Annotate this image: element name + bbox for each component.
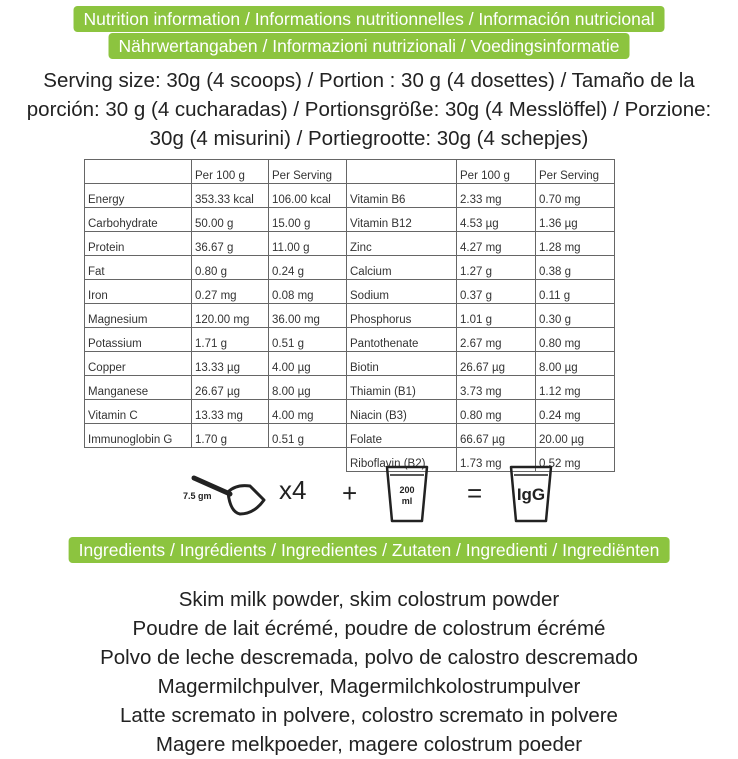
table-cell: 0.80 g [192, 256, 269, 280]
table-cell: 36.67 g [192, 232, 269, 256]
table-cell: 26.67 µg [457, 352, 536, 376]
table-cell: 1.01 g [457, 304, 536, 328]
table-cell: 66.67 µg [457, 424, 536, 448]
glass-icon [384, 463, 430, 525]
table-cell: 0.80 mg [457, 400, 536, 424]
table-cell: Copper [85, 352, 192, 376]
table-cell: 0.24 g [269, 256, 347, 280]
table-cell: Iron [85, 280, 192, 304]
table-cell: Protein [85, 232, 192, 256]
table-cell: Pantothenate [347, 328, 457, 352]
table-row [85, 208, 615, 232]
table-cell: 36.00 mg [269, 304, 347, 328]
table-cell: 26.67 µg [192, 376, 269, 400]
ingredient-line: Magermilchpulver, Magermilchkolostrumpulver [157, 675, 581, 698]
table-cell: Fat [85, 256, 192, 280]
table-cell: 8.00 µg [269, 376, 347, 400]
table-cell: Potassium [85, 328, 192, 352]
table-cell: Energy [85, 184, 192, 208]
table-cell: Manganese [85, 376, 192, 400]
table-row [85, 424, 615, 448]
table-row [85, 232, 615, 256]
table-cell: Sodium [347, 280, 457, 304]
table-cell: Calcium [347, 256, 457, 280]
ingredients-banner: Ingredients / Ingrédients / Ingredientes / Zutaten / Ingredienti / Ingrediënten [69, 537, 670, 563]
table-cell: 1.73 mg [457, 448, 536, 472]
table-cell: 1.28 mg [536, 232, 615, 256]
table-cell: Phosphorus [347, 304, 457, 328]
serving-size-text [0, 66, 738, 153]
table-cell: 0.27 mg [192, 280, 269, 304]
table-cell: 2.33 mg [457, 184, 536, 208]
table-cell: Vitamin C [85, 400, 192, 424]
table-cell: Thiamin (B1) [347, 376, 457, 400]
table-header-cell: Per 100 g [192, 160, 269, 184]
table-cell: Vitamin B6 [347, 184, 457, 208]
table-cell: 4.27 mg [457, 232, 536, 256]
ingredient-line: Magere melkpoeder, magere colostrum poeder [155, 733, 583, 756]
igg-glass-icon [508, 463, 554, 525]
table-row [85, 280, 615, 304]
table-cell: Carbohydrate [85, 208, 192, 232]
table-cell: 1.70 g [192, 424, 269, 448]
nutrition-banner-line-1: Nutrition information / Informations nutritionnelles / Información nutricional [74, 6, 665, 32]
table-cell: 1.27 g [457, 256, 536, 280]
ingredient-line: Poudre de lait écrémé, poudre de colostrum écrémé [132, 617, 606, 640]
table-cell: 0.37 g [457, 280, 536, 304]
table-cell: Vitamin B12 [347, 208, 457, 232]
table-row [85, 352, 615, 376]
table-row [85, 184, 615, 208]
table-cell: 3.73 mg [457, 376, 536, 400]
serving-line-3: 30g (4 misurini) / Portiegrootte: 30g (4 schepjes) [149, 127, 589, 150]
table-header-cell: Per Serving [536, 160, 615, 184]
ingredient-line: Skim milk powder, skim colostrum powder [178, 588, 560, 611]
table-cell: 0.08 mg [269, 280, 347, 304]
table-cell: 0.11 g [536, 280, 615, 304]
table-cell: 13.33 µg [192, 352, 269, 376]
table-cell: 0.70 mg [536, 184, 615, 208]
table-cell: 120.00 mg [192, 304, 269, 328]
table-cell: 15.00 g [269, 208, 347, 232]
table-cell: 2.67 mg [457, 328, 536, 352]
table-cell: 0.30 g [536, 304, 615, 328]
plus-sign: + [342, 478, 358, 508]
table-row [85, 400, 615, 424]
table-cell: 1.36 µg [536, 208, 615, 232]
table-header-cell: Per Serving [269, 160, 347, 184]
ingredient-line: Latte scremato in polvere, colostro scremato in polvere [120, 704, 618, 727]
table-cell: Niacin (B3) [347, 400, 457, 424]
scoop-label: 7.5 gm [183, 491, 212, 501]
table-cell: Biotin [347, 352, 457, 376]
table-cell: 11.00 g [269, 232, 347, 256]
table-cell: 50.00 g [192, 208, 269, 232]
table-cell: 1.71 g [192, 328, 269, 352]
table-cell: Folate [347, 424, 457, 448]
ingredients-list [0, 585, 738, 759]
table-cell: 0.51 g [269, 328, 347, 352]
table-cell: 0.24 mg [536, 400, 615, 424]
table-cell: Zinc [347, 232, 457, 256]
table-cell: 4.00 µg [269, 352, 347, 376]
ingredient-line: Polvo de leche descremada, polvo de calostro descremado [100, 646, 638, 669]
glass-unit-label: ml [401, 496, 413, 506]
table-cell: 106.00 kcal [269, 184, 347, 208]
table-header-cell [347, 160, 457, 184]
glass-volume-label: 200 [399, 485, 415, 495]
table-cell: 0.51 g [269, 424, 347, 448]
nutrition-banner-line-2: Nährwertangaben / Informazioni nutrizionali / Voedingsinformatie [109, 33, 630, 59]
table-cell: 0.52 mg [536, 448, 615, 472]
table-cell: 20.00 µg [536, 424, 615, 448]
table-cell: Magnesium [85, 304, 192, 328]
table-row [85, 376, 615, 400]
table-cell: 1.12 mg [536, 376, 615, 400]
nutrition-table [84, 159, 615, 472]
table-empty-cell [85, 448, 347, 472]
table-header-row [85, 160, 615, 184]
table-cell: 4.53 µg [457, 208, 536, 232]
table-cell: Riboflavin (B2) [347, 448, 457, 472]
serving-line-2: porción: 30 g (4 cucharadas) / Portionsgröße: 30g (4 Messlöffel) / Porzione: [26, 98, 712, 121]
table-header-cell [85, 160, 192, 184]
table-cell: 0.38 g [536, 256, 615, 280]
igg-label: IgG [516, 485, 546, 504]
table-row [85, 304, 615, 328]
serving-line-1: Serving size: 30g (4 scoops) / Portion : 30 g (4 dosettes) / Tamaño de la [43, 69, 695, 92]
table-cell: 353.33 kcal [192, 184, 269, 208]
times-text: x4 [279, 475, 307, 505]
table-row [85, 256, 615, 280]
table-cell: 8.00 µg [536, 352, 615, 376]
table-header-cell: Per 100 g [457, 160, 536, 184]
table-cell: 13.33 mg [192, 400, 269, 424]
table-cell: 4.00 mg [269, 400, 347, 424]
table-row [85, 328, 615, 352]
table-cell: Immunoglobin G [85, 424, 192, 448]
equals-sign: = [467, 478, 483, 508]
table-cell: 0.80 mg [536, 328, 615, 352]
